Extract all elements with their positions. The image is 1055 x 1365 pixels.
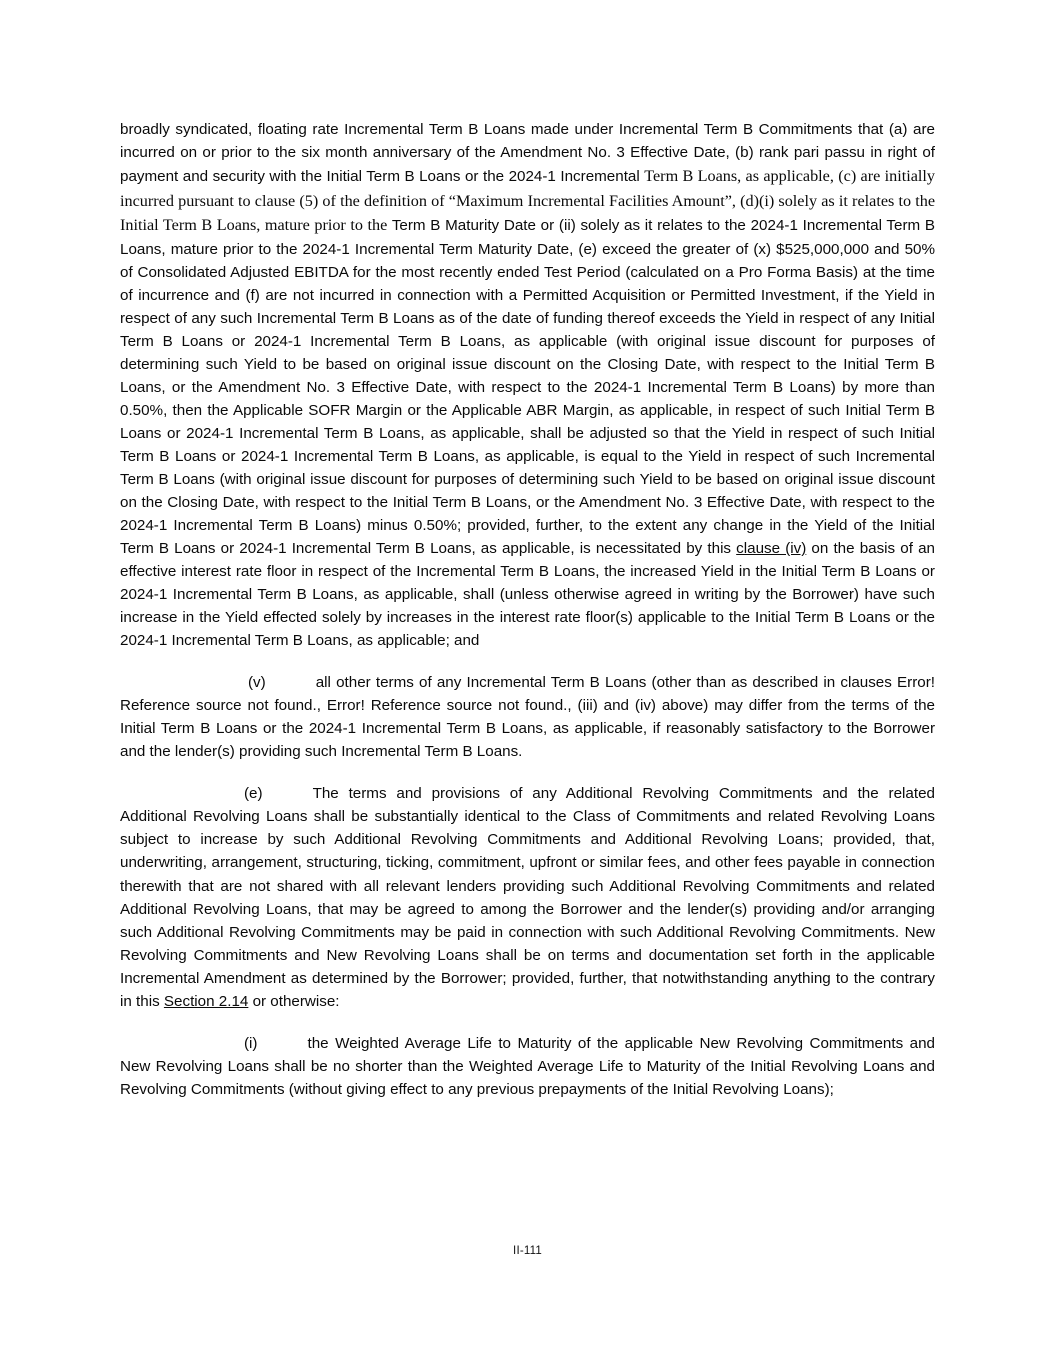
document-body — [120, 118, 935, 1101]
error-reference-1: Error! Reference source not found. — [120, 674, 935, 715]
text-run: or otherwise: — [248, 992, 340, 1010]
text-run-serif: Term B Loans, as applicable, (c) are initially incurred pursuant to clause (5) of the definition of “Maximum Incremental Facilities Amount”, (d)(i) solely as it relates to the Initial Term B Loans, mature prior to the — [120, 167, 935, 235]
text-run: , — [316, 697, 327, 715]
text-run: The terms and provisions of any Additional Revolving Commitments and the related Additional Revolving Loans shall be substantially identical to the Class of Commitments and related Revolving Loans subject to increase by such Additional Revolving Commitments and Additional Revolving Loans; provided, that, underwriting, arrangement, structuring, ticking, commitment, upfront or similar fees, and other fees payable in connection therewith that are not shared with all relevant lenders providing such Additional Revolving Commitments and related Additional Revolving Loans, that may be agreed to among the Borrower and the lender(s) providing and/or arranging such Additional Revolving Commitments may be paid in connection with such Additional Revolving Commitments. New Revolving Commitments and New Revolving Loans shall be on terms and documentation set forth in the applicable Incremental Amendment as determined by the Borrower; provided, further, that notwithstanding anything to the contrary in this — [120, 785, 935, 1010]
page-number: II-111 — [513, 1245, 542, 1257]
text-run: the Weighted Average Life to Maturity of the applicable New Revolving Commitments and New Revolving Loans shall be no shorter than the Weighted Average Life to Maturity of the Initial Revolving Loans and Revolving Commitments (without giving effect to any previous prepayments of the Initial Revolving Loans); — [120, 1034, 935, 1098]
paragraph-continuation — [120, 118, 935, 652]
cross-reference-clause-iv[interactable]: clause (iv) — [736, 540, 807, 558]
text-run: Term B Maturity Date or (ii) solely as it relates to the 2024-1 Incremental Term B Loans, mature prior to the 2024-1 Incremental Term Maturity Date, (e) exceed the greater of (x) $525,000,000 and 50% of Consolidated Adjusted EBITDA for the most recently ended Test Period (calculated on a Pro Forma Basis) at the time of incurrence and (f) are not incurred in connection with a Permitted Acquisition or Permitted Investment, if the Yield in respect of any such Incremental Term B Loans as of the date of funding thereof exceeds the Yield in respect of any Initial Term B Loans or 2024-1 Incremental Term B Loans, as applicable (with original issue discount for purposes of determining such Yield to be based on original issue discount on the Closing Date, with respect to the Initial Term B Loans, or the Amendment No. 3 Effective Date, with respect to the 2024-1 Incremental Term B Loans) by more than 0.50%, then the Applicable SOFR Margin or the Applicable ABR Margin, as applicable, in respect of such Initial Term B Loans or 2024-1 Incremental Term B Loans, as applicable, shall be adjusted so that the Yield in respect of such Initial Term B Loans or 2024-1 Incremental Term B Loans, as applicable, is equal to the Yield in respect of such Incremental Term B Loans (with original issue discount for purposes of determining such Yield to be based on original issue discount on the Closing Date, with respect to the Initial Term B Loans, or the Amendment No. 3 Effective Date, with respect to the 2024-1 Incremental Term B Loans) minus 0.50%; provided, further, to the extent any change in the Yield of the Initial Term B Loans or 2024-1 Incremental Term B Loans, as applicable, is necessitated by this — [120, 217, 935, 558]
error-reference-2: Error! Reference source not found. — [326, 697, 568, 715]
clause-marker-v: (v) — [248, 674, 266, 692]
text-run: on the basis of an effective interest rate floor in respect of the Incremental Term B Loans, the increased Yield in the Initial Term B Loans or 2024-1 Incremental Term B Loans, as applicable, shall (unless otherwise agreed in writing by the Borrower) have such increase in the Yield effected solely by increases in the interest rate floor(s) applicable to the Initial Term B Loans or the 2024-1 Incremental Term B Loans, as applicable; and — [120, 540, 935, 650]
clause-marker-e: (e) — [244, 785, 263, 803]
text-run: all other terms of any Incremental Term B Loans (other than as described in clauses — [315, 674, 898, 692]
text-run: , (iii) and (iv) above) may differ from the terms of the Initial Term B Loans or the 2024-1 Incremental Term B Loans, as applicable, if reasonably satisfactory to the Borrower and the lender(s) providing such Incremental Term B Loans. — [120, 697, 936, 761]
paragraph-clause-i — [120, 1032, 935, 1101]
text-run: broadly syndicated, floating rate Incremental Term B Loans made under Incremental Term B Commitments that (a) are incurred on or prior to the six month anniversary of the Amendment No. 3 Effective Date, (b) rank pari passu in right of payment and security with the Initial Term B Loans or the 2024-1 Incremental — [120, 121, 935, 186]
clause-marker-i: (i) — [244, 1034, 258, 1052]
cross-reference-section-2-14[interactable]: Section 2.14 — [163, 992, 249, 1010]
paragraph-clause-e — [120, 782, 935, 1012]
paragraph-clause-v — [120, 671, 935, 763]
